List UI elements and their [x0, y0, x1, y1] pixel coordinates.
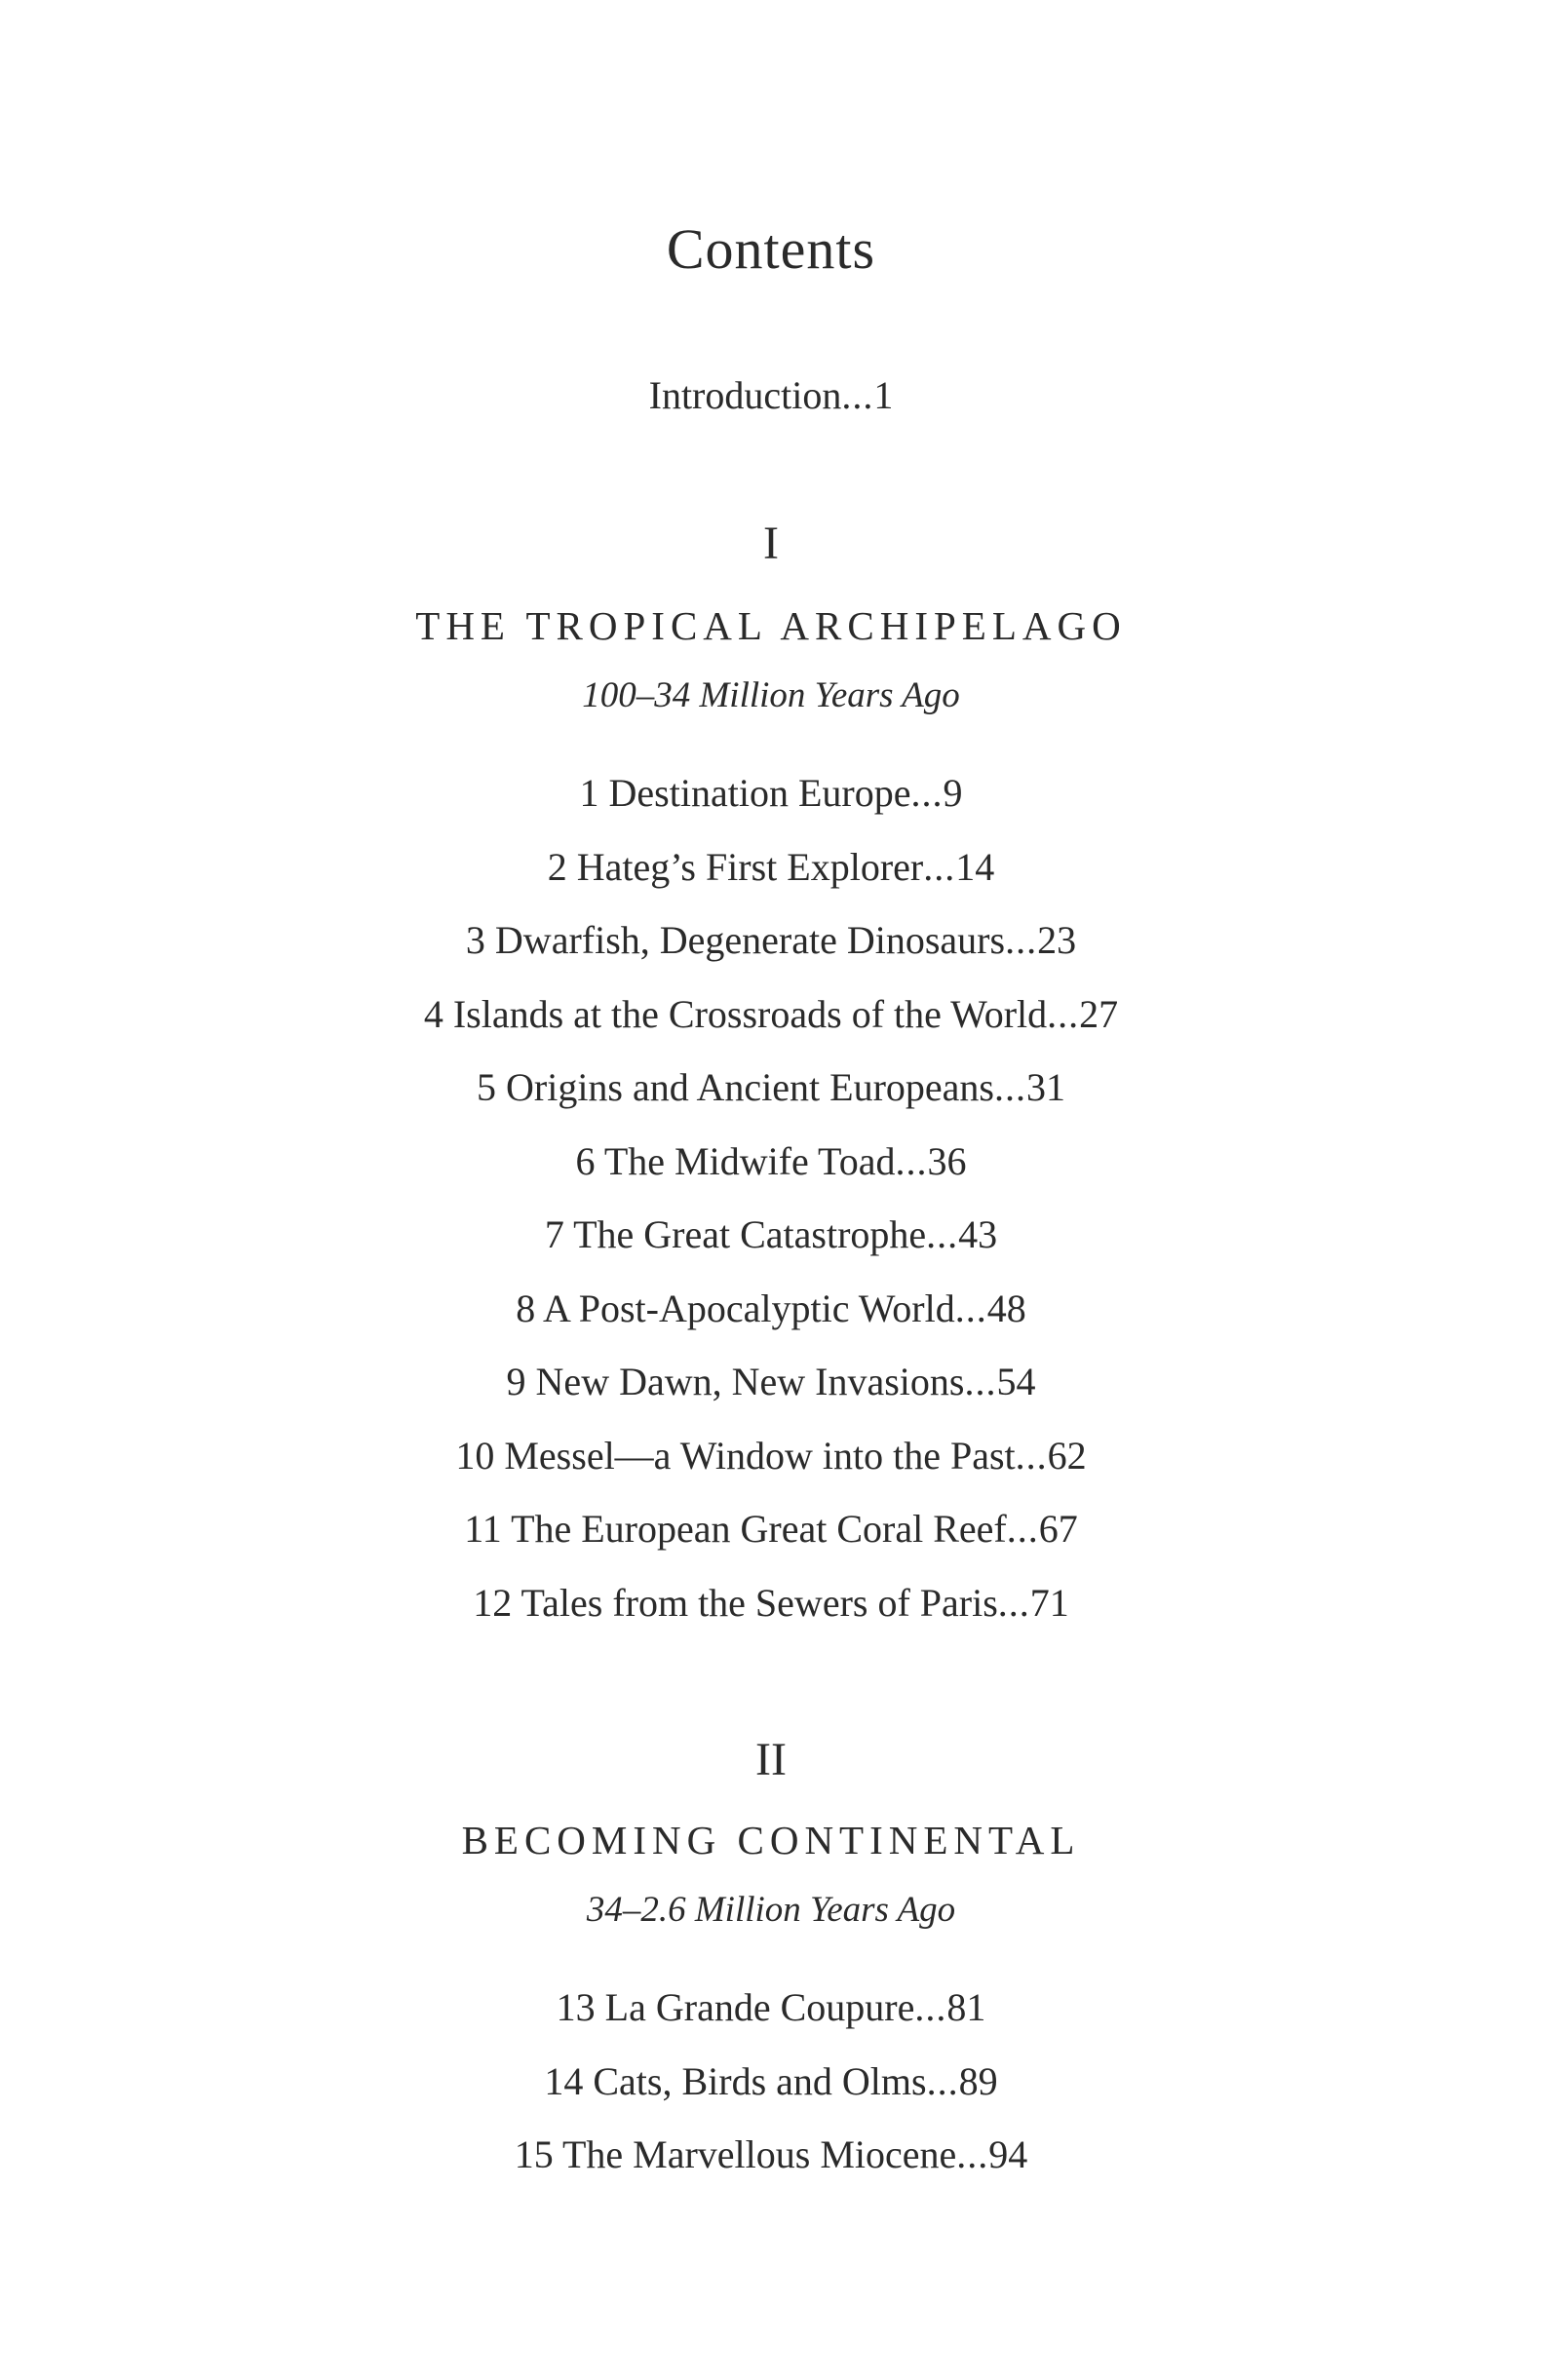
- leader-dots: ...: [964, 1360, 997, 1403]
- chapter-number: 14: [544, 2058, 584, 2103]
- chapter-entry[interactable]: [0, 1984, 1542, 2030]
- leader-dots: ...: [956, 2132, 989, 2176]
- chapter-entry[interactable]: [0, 1138, 1542, 1184]
- chapter-page-number: 62: [1047, 1433, 1087, 1478]
- chapter-title: Cats, Birds and Olms: [593, 2058, 927, 2103]
- chapter-page-number: 27: [1079, 991, 1119, 1036]
- part-era: 34–2.6 Million Years Ago: [586, 1890, 956, 1930]
- leader-dots: ...: [914, 1985, 947, 2029]
- chapter-title: Messel—a Window into the Past: [504, 1433, 1016, 1478]
- chapter-entry[interactable]: [0, 1580, 1542, 1626]
- chapter-entry[interactable]: [0, 2058, 1542, 2104]
- chapter-entry[interactable]: [0, 1064, 1542, 1110]
- leader-dots: ...: [926, 2058, 959, 2103]
- chapter-number: 7: [544, 1212, 564, 1256]
- chapter-entry[interactable]: [0, 1506, 1542, 1552]
- leader-dots: ...: [895, 1138, 928, 1183]
- chapter-page-number: 89: [958, 2058, 998, 2103]
- leader-dots: ...: [1006, 1507, 1039, 1551]
- chapter-number: 12: [473, 1580, 513, 1625]
- part-title: THE TROPICAL ARCHIPELAGO: [415, 603, 1127, 648]
- chapter-page-number: 43: [958, 1212, 998, 1256]
- chapter-title: New Dawn, New Invasions: [535, 1360, 965, 1403]
- chapter-title: Hateg’s First Explorer: [576, 844, 924, 889]
- chapter-page-number: 71: [1029, 1580, 1069, 1625]
- chapter-entry[interactable]: [0, 770, 1542, 816]
- page-title: Contents: [666, 217, 876, 281]
- chapter-number: 9: [506, 1360, 526, 1403]
- chapter-number: 1: [579, 771, 599, 815]
- chapter-number: 11: [464, 1507, 502, 1551]
- chapter-entry[interactable]: [0, 1211, 1542, 1257]
- chapter-page-number: 23: [1037, 918, 1077, 962]
- part-era: 100–34 Million Years Ago: [582, 675, 960, 715]
- chapter-title: Islands at the Crossroads of the World: [452, 991, 1048, 1036]
- intro-entry[interactable]: [0, 372, 1542, 418]
- chapter-page-number: 9: [943, 771, 963, 815]
- chapter-title: La Grande Coupure: [604, 1985, 915, 2029]
- chapter-number: 8: [516, 1286, 536, 1330]
- chapter-entry[interactable]: [0, 1433, 1542, 1478]
- leader-dots: ...: [1015, 1433, 1048, 1478]
- chapter-number: 5: [477, 1065, 496, 1109]
- chapter-page-number: 36: [927, 1138, 967, 1183]
- leader-dots: ...: [923, 844, 956, 889]
- leader-dots: ...: [841, 373, 874, 417]
- chapter-number: 4: [423, 991, 443, 1036]
- chapter-number: 15: [514, 2132, 554, 2176]
- chapter-entry[interactable]: [0, 917, 1542, 963]
- chapter-page-number: 14: [955, 844, 995, 889]
- chapter-title: Dwarfish, Degenerate Dinosaurs: [494, 918, 1006, 962]
- chapter-page-number: 31: [1026, 1065, 1065, 1109]
- chapter-number: 2: [547, 844, 567, 889]
- leader-dots: ...: [994, 1065, 1026, 1109]
- part-title: BECOMING CONTINENTAL: [461, 1818, 1081, 1862]
- leader-dots: ...: [1047, 991, 1080, 1036]
- chapter-title: A Post-Apocalyptic World: [543, 1286, 955, 1330]
- chapter-number: 3: [465, 918, 485, 962]
- chapter-number: 13: [556, 1985, 596, 2029]
- chapter-title: The European Great Coral Reef: [511, 1507, 1007, 1551]
- intro-page-number: 1: [873, 373, 894, 417]
- chapter-entry[interactable]: [0, 1359, 1542, 1404]
- leader-dots: ...: [910, 771, 944, 815]
- chapter-number: 10: [455, 1433, 495, 1478]
- leader-dots: ...: [1005, 918, 1038, 962]
- part-numeral: I: [763, 518, 779, 569]
- chapter-page-number: 48: [986, 1286, 1026, 1330]
- chapter-title: Tales from the Sewers of Paris: [520, 1580, 998, 1625]
- chapter-page-number: 67: [1038, 1507, 1078, 1551]
- chapter-entry[interactable]: [0, 2131, 1542, 2177]
- chapter-page-number: 94: [988, 2132, 1028, 2176]
- chapter-entry[interactable]: [0, 991, 1542, 1037]
- chapter-title: The Midwife Toad: [603, 1138, 896, 1183]
- leader-dots: ...: [954, 1286, 987, 1330]
- chapter-title: Destination Europe: [608, 771, 911, 815]
- chapter-page-number: 81: [946, 1985, 986, 2029]
- chapter-title: Origins and Ancient Europeans: [506, 1065, 994, 1109]
- chapter-number: 6: [575, 1138, 596, 1183]
- chapter-title: The Great Catastrophe: [573, 1212, 927, 1256]
- chapter-page-number: 54: [996, 1360, 1036, 1403]
- chapter-entry[interactable]: [0, 844, 1542, 890]
- part-numeral: II: [755, 1734, 787, 1785]
- chapter-entry[interactable]: [0, 1286, 1542, 1331]
- leader-dots: ...: [997, 1580, 1030, 1625]
- chapter-title: The Marvellous Miocene: [561, 2132, 957, 2176]
- intro-label: Introduction: [648, 373, 842, 417]
- leader-dots: ...: [926, 1212, 959, 1256]
